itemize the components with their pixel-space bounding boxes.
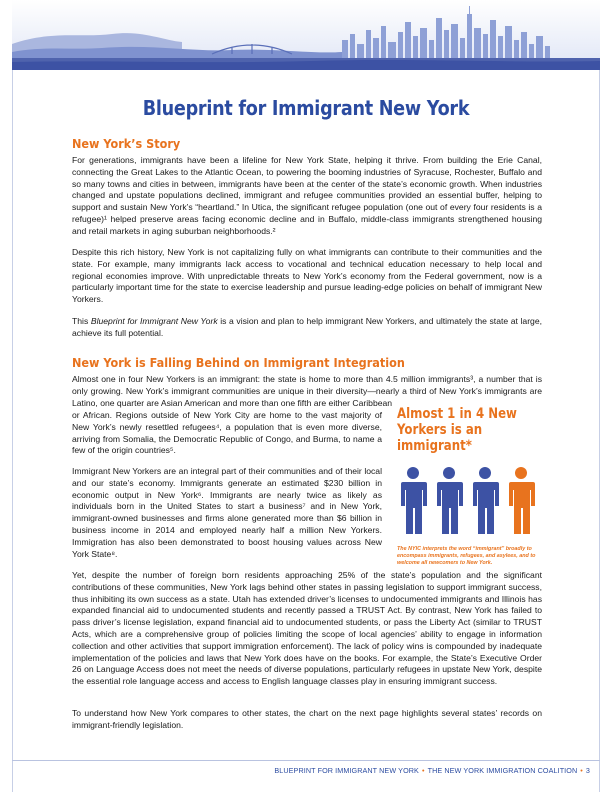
skyline-banner <box>12 0 600 70</box>
statistic-callout <box>397 406 545 567</box>
paragraph-story-3-post: is a vision and plan to help immigrant New Yorkers, and ultimately the state at large, achieve its full potential. <box>72 316 542 338</box>
person-icon <box>509 467 535 534</box>
footer-separator-2: • <box>580 766 583 775</box>
paragraph-integration-3: Yet, despite the number of foreign born residents approaching 25% of the state’s population and the significant contributions of these communities, New York lags behind other states in passing legislation to support immigrant success, thus inhibiting its own success as a state. Utah has extended driver’s licenses to undocumented immigrants and Illinois has expanded financial aid to undocumented students and recently passed a TRUST Act. By contrast, New York has failed to pass driver’s license legislation, expand financial aid to undocumented students, or pass the Liberty Act (similar to TRUST Acts, which are a comprehensive group of policies limiting the scope of local agencies’ ability to engage in information collection and other activities that support immigration enforcement). The lack of policy wins is compounded by inadequate implementation of the policies and laws that New York does have on the books. For example, the State’s Executive Order 26 on Language Access does not meet the needs of diverse populations, particularly refugees in upstate New York, despite the essential role language access and access to English language classes play in ensuring immigrant success. <box>72 570 542 687</box>
person-icon <box>401 467 427 534</box>
paragraph-integration-1a: Almost one in four New Yorkers is an immigrant: the state is home to more than 4.5 million immigrants³, a number that is only growing. New York’s immigrant communities are unique in their diversity—nearly a third of New York’s immigrants are Latino, one quarter are Asian American and more than one fifth are either Caribbean <box>72 374 542 408</box>
publication-title: Blueprint for Immigrant New York <box>90 316 218 326</box>
footer-publication: BLUEPRINT FOR IMMIGRANT NEW YORK <box>274 766 419 775</box>
paragraph-story-3-pre: This <box>72 316 91 326</box>
skyline-illustration <box>12 0 600 70</box>
footer-separator: • <box>421 766 425 775</box>
page-number: 3 <box>585 766 590 775</box>
person-icon <box>473 467 499 534</box>
section-heading-new-yorks-story: New York’s Story <box>72 136 181 151</box>
callout-footnote: The NYIC interprets the word “immigrant” broadly to encompass immigrants, refugees, and asylees, and to welcome all newcomers to New York. <box>397 546 536 566</box>
footer-rule <box>12 760 600 761</box>
paragraph-integration-4: To understand how New York compares to other states, the chart on the next page highlights several states’ records on immigrant-friendly legislation. <box>72 708 542 730</box>
paragraph-integration-1b: or African. Regions outside of New York City are home to the vast majority of New York’s newly resettled refugees⁴, a population that is even more diverse, arriving from Somalia, the Democratic Republic of Congo, and Burma, to name a few of the origin countries⁵. <box>72 410 382 456</box>
people-pictogram-graphic <box>397 466 545 536</box>
footer-organization: THE NEW YORK IMMIGRATION COALITION <box>427 766 578 775</box>
paragraph-integration-2: Immigrant New Yorkers are an integral part of their communities and of their local and our state’s economy. Immigrants generate an estimated $230 billion in economic output in New York⁶. Immigrants are nearly twice as likely as individuals born in the United States to start a business⁷ and in New York, immigrant-owned businesses and firms alone generated more than $6 billion in business income in 2014 and employed nearly half a million New Yorkers. Immigration has also been demonstrated to boost housing values across New York State⁸. <box>72 466 382 559</box>
page-border-right <box>599 0 600 792</box>
paragraph-story-1: For generations, immigrants have been a lifeline for New York State, helping it thrive. From building the Erie Canal, connecting the Great Lakes to the Atlantic Ocean, to powering the booming industries of Syracuse, Rochester, Buffalo and so many towns and cities in between, immigrants have been at the center of the state’s economic growth. When industries changed and upstate populations declined, immigrant and refugee communities provided an essential buffer, helping to support and sustain New York’s “heartland.” In Utica, the significant refugee population (one out of every four residents is a refugee)¹ helped preserve areas facing economic decline and in Buffalo, middle-class immigrants strengthened housing and retail markets in aging suburban neighborhoods.² <box>72 155 542 236</box>
callout-headline: Almost 1 in 4 New Yorkers is an immigrant* <box>397 406 517 454</box>
paragraph-story-3 <box>72 316 542 340</box>
person-icon <box>437 467 463 534</box>
page-border-left <box>12 0 13 792</box>
section-heading-falling-behind: New York is Falling Behind on Immigrant Integration <box>72 355 405 370</box>
page-footer <box>274 766 590 775</box>
people-pictogram <box>397 466 545 536</box>
paragraph-story-2: Despite this rich history, New York is not capitalizing fully on what immigrants can contribute to their communities and the state. For example, many immigrants lack access to vocational and technical education necessary to help local and regional economies improve. With unpredictable threats to New York’s economy from the Federal government, now is a particularly important time for the state to exercise leadership and pursue leading-edge policies on behalf of immigrant New Yorkers. <box>72 247 542 305</box>
page-title: Blueprint for Immigrant New York <box>142 96 470 120</box>
